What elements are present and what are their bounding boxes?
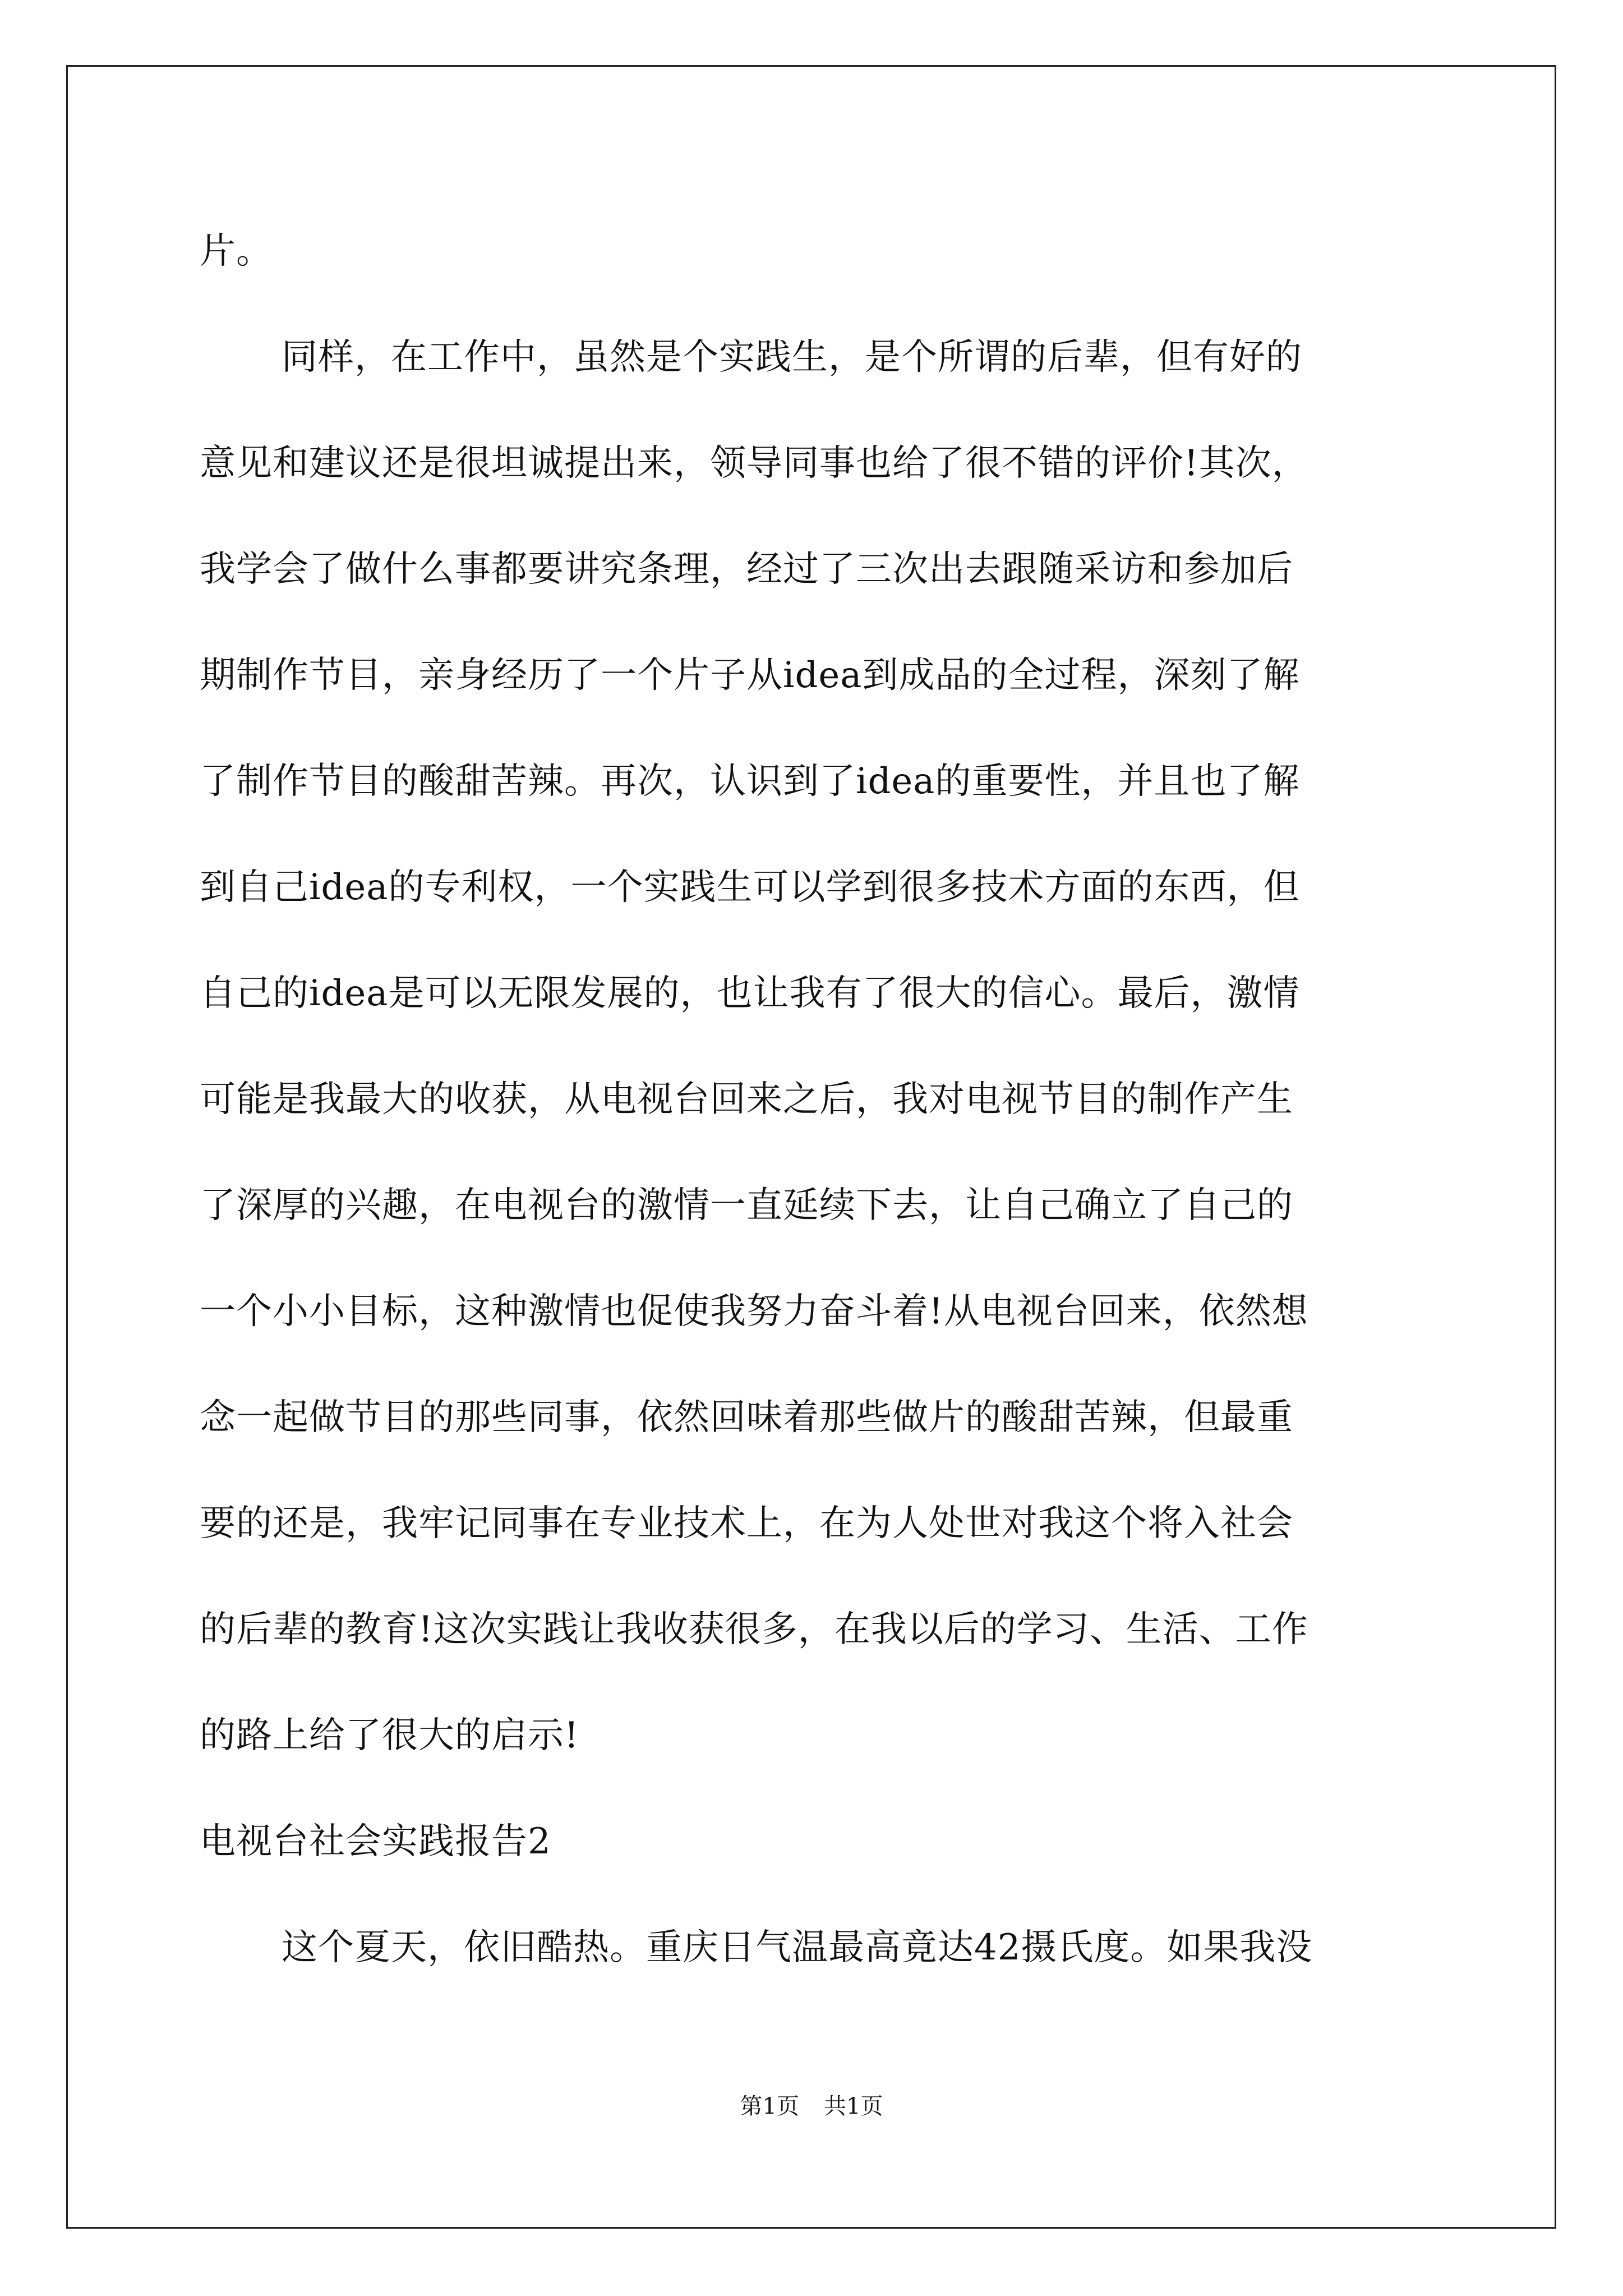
paragraph-line: 同样，在工作中，虽然是个实践生，是个所谓的后辈，但有好的 [282, 337, 1302, 378]
page-footer [0, 2095, 1623, 2118]
paragraph-line: 意见和建议还是很坦诚提出来，领导同事也给了很不错的评价!其次， [200, 443, 1308, 484]
paragraph-line: 的路上给了很大的启示! [200, 1715, 579, 1756]
paragraph-line: 念一起做节目的那些同事，依然回味着那些做片的酸甜苦辣，但最重 [200, 1397, 1293, 1438]
paragraph-line: 要的还是，我牢记同事在专业技术上，在为人处世对我这个将入社会 [200, 1503, 1293, 1544]
paragraph-line: 自己的idea是可以无限发展的，也让我有了很大的信心。最后，激情 [200, 973, 1300, 1014]
paragraph-line: 可能是我最大的收获，从电视台回来之后，我对电视节目的制作产生 [200, 1079, 1293, 1120]
paragraph-line: 一个小小目标，这种激情也促使我努力奋斗着!从电视台回来，依然想 [200, 1291, 1308, 1332]
paragraph-line: 片。 [200, 231, 273, 272]
paragraph-line: 我学会了做什么事都要讲究条理，经过了三次出去跟随采访和参加后 [200, 549, 1293, 590]
paragraph-line: 期制作节目，亲身经历了一个片子从idea到成品的全过程，深刻了解 [200, 655, 1300, 696]
section-heading: 电视台社会实践报告2 [200, 1821, 551, 1862]
paragraph-line: 了深厚的兴趣，在电视台的激情一直延续下去，让自己确立了自己的 [200, 1185, 1293, 1226]
page-border [66, 65, 1556, 2229]
paragraph-line: 了制作节目的酸甜苦辣。再次，认识到了idea的重要性，并且也了解 [200, 761, 1300, 802]
page-total: 共1页 [824, 2093, 883, 2119]
paragraph-line: 的后辈的教育!这次实践让我收获很多，在我以后的学习、生活、工作 [200, 1609, 1308, 1650]
paragraph-line: 这个夏天，依旧酷热。重庆日气温最高竟达42摄氏度。如果我没 [282, 1927, 1313, 1968]
paragraph-line: 到自己idea的专利权，一个实践生可以学到很多技术方面的东西，但 [200, 867, 1300, 908]
page-number: 第1页 [740, 2093, 799, 2119]
